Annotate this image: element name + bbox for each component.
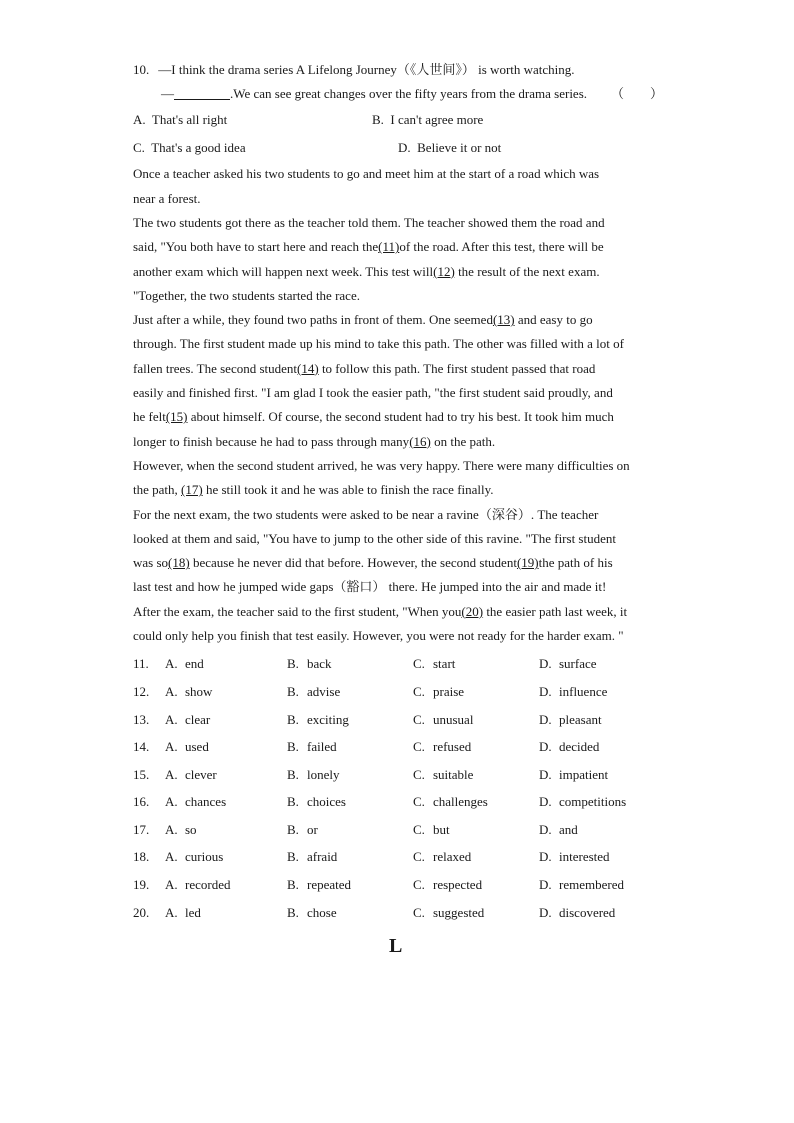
passage-text: the easier path last week, it xyxy=(483,603,628,619)
option-c xyxy=(133,134,398,162)
blank-number: (12) xyxy=(433,263,455,279)
passage-text: last test and how he jumped wide gaps（豁口） there. He jumped into the air and made it! xyxy=(133,579,607,595)
option-letter: B. xyxy=(287,766,299,782)
option-b xyxy=(287,843,413,871)
blank-number: (20) xyxy=(461,603,484,619)
option-b xyxy=(287,871,413,899)
option-d xyxy=(539,871,663,899)
option-text: suggested xyxy=(433,904,485,920)
option-b xyxy=(287,733,413,761)
option-text: but xyxy=(433,821,450,837)
option-letter: D. xyxy=(539,766,552,782)
option-text: pleasant xyxy=(559,711,602,727)
option-text: refused xyxy=(433,739,472,755)
blank-number: (17) xyxy=(181,482,203,498)
option-letter: C. xyxy=(413,821,425,837)
option-d xyxy=(539,843,663,871)
passage-text: Just after a while, they found two paths in front of them. One seemed xyxy=(133,312,493,328)
option-letter: A. xyxy=(165,849,178,865)
blank-number: (11) xyxy=(378,239,400,255)
question-number: 17. xyxy=(133,821,150,837)
choice-row xyxy=(133,816,663,844)
question-number: 13. xyxy=(133,711,150,727)
option-text: competitions xyxy=(559,794,627,810)
option-text: exciting xyxy=(307,711,349,727)
passage-line xyxy=(133,430,663,454)
option-a xyxy=(165,899,287,927)
option-letter: B. xyxy=(287,794,299,810)
blank-number: (13) xyxy=(492,312,515,328)
option-a xyxy=(165,706,287,734)
choice-row xyxy=(133,788,663,816)
option-d xyxy=(539,650,663,678)
option-a xyxy=(165,816,287,844)
option-letter: C. xyxy=(413,683,425,699)
passage-text: After the exam, the teacher said to the first student, "When you xyxy=(133,603,462,619)
option-text: back xyxy=(307,656,332,672)
option-letter: B. xyxy=(287,739,299,755)
option-letter: A. xyxy=(165,711,178,727)
option-letter: D. xyxy=(539,656,552,672)
option-letter: A. xyxy=(165,766,178,782)
option-b xyxy=(287,650,413,678)
answer-blank xyxy=(174,85,230,100)
question-10-response: .We can see great changes over the fifty years from the drama series. xyxy=(230,86,588,102)
option-letter: C. xyxy=(413,904,425,920)
blank-number: (18) xyxy=(168,555,190,571)
option-c xyxy=(413,788,539,816)
question-number: 20. xyxy=(133,904,150,920)
option-text: chose xyxy=(307,904,337,920)
passage-line xyxy=(133,211,663,235)
option-c xyxy=(413,706,539,734)
choice-row xyxy=(133,899,663,927)
passage-line xyxy=(133,260,663,284)
passage-line xyxy=(133,235,663,259)
option-letter: D. xyxy=(539,794,552,810)
option-text: impatient xyxy=(559,766,609,782)
question-number: 16. xyxy=(133,794,150,810)
option-letter: A. xyxy=(165,904,178,920)
cloze-passage xyxy=(133,162,663,648)
option-letter: B. xyxy=(287,656,299,672)
option-b xyxy=(287,706,413,734)
question-number: 19. xyxy=(133,877,150,893)
option-letter: D. xyxy=(539,739,552,755)
passage-line xyxy=(133,357,663,381)
option-text: remembered xyxy=(559,877,624,893)
question-number: 12. xyxy=(133,683,150,699)
option-letter: A. xyxy=(165,656,178,672)
option-d xyxy=(539,761,663,789)
passage-text: because he never did that before. However, the second student xyxy=(189,555,517,571)
option-text: decided xyxy=(559,739,600,755)
blank-number: (16) xyxy=(409,433,431,449)
option-text: curious xyxy=(185,849,224,865)
option-letter: C. xyxy=(413,739,425,755)
passage-text: he still took it and he was able to finish the race finally. xyxy=(202,482,494,498)
option-letter: C. xyxy=(133,140,145,156)
option-letter: A. xyxy=(165,821,178,837)
passage-line xyxy=(133,527,663,551)
passage-line xyxy=(133,405,663,429)
footer-mark: L xyxy=(389,935,403,957)
option-c xyxy=(413,899,539,927)
option-letter: A. xyxy=(165,739,178,755)
option-text: I can't agree more xyxy=(390,112,484,128)
option-text: or xyxy=(307,821,318,837)
option-a xyxy=(165,678,287,706)
option-text: discovered xyxy=(559,904,616,920)
choice-row xyxy=(133,761,663,789)
question-number: 15. xyxy=(133,766,150,782)
passage-line xyxy=(133,332,663,356)
option-letter: C. xyxy=(413,794,425,810)
question-number: 18. xyxy=(133,849,150,865)
passage-text: and easy to go xyxy=(514,312,593,328)
passage-text: on the path. xyxy=(430,433,496,449)
passage-text: However, when the second student arrived, he was very happy. There were many difficulties on xyxy=(133,457,630,473)
option-text: challenges xyxy=(433,794,488,810)
passage-text: he felt xyxy=(133,409,166,425)
option-letter: B. xyxy=(287,849,299,865)
passage-text: the result of the next exam. xyxy=(454,263,600,279)
passage-text: about himself. Of course, the second student had to try his best. It took him much xyxy=(187,409,614,425)
exam-page xyxy=(133,58,663,926)
passage-text: the path of his xyxy=(538,555,613,571)
option-text: lonely xyxy=(307,766,340,782)
option-text: show xyxy=(185,683,213,699)
option-a xyxy=(165,761,287,789)
passage-text: Once a teacher asked his two students to go and meet him at the start of a road which was xyxy=(133,166,600,182)
option-d xyxy=(539,678,663,706)
option-b xyxy=(287,788,413,816)
option-text: repeated xyxy=(307,877,352,893)
passage-line xyxy=(133,575,663,599)
option-text: end xyxy=(185,656,204,672)
answer-parentheses: （ ） xyxy=(610,86,663,102)
option-text: surface xyxy=(559,656,597,672)
passage-text: could only help you finish that test easily. However, you were not ready for the harder exam. " xyxy=(133,628,624,644)
option-b xyxy=(287,761,413,789)
option-text: clear xyxy=(185,711,211,727)
option-text: led xyxy=(185,904,201,920)
passage-text: For the next exam, the two students were asked to be near a ravine（深谷）. The teacher xyxy=(133,506,599,522)
blank-number: (19) xyxy=(516,555,539,571)
passage-line xyxy=(133,187,663,211)
question-number: 14. xyxy=(133,739,150,755)
question-10-prompt: —I think the drama series A Lifelong Journey（《人世间》） is worth watching. xyxy=(158,62,575,77)
question-10 xyxy=(133,58,663,162)
option-c xyxy=(413,678,539,706)
option-text: recorded xyxy=(185,877,231,893)
option-a xyxy=(165,650,287,678)
option-text: clever xyxy=(185,766,217,782)
option-letter: D. xyxy=(398,140,411,156)
option-letter: A. xyxy=(165,683,178,699)
passage-text: The two students got there as the teacher told them. The teacher showed them the road and xyxy=(133,214,605,230)
option-text: so xyxy=(185,821,197,837)
option-letter: D. xyxy=(539,877,552,893)
passage-text: said, "You both have to start here and reach the xyxy=(133,239,379,255)
blank-number: (15) xyxy=(165,409,188,425)
option-c xyxy=(413,733,539,761)
option-text: start xyxy=(433,656,456,672)
option-letter: C. xyxy=(413,711,425,727)
passage-line xyxy=(133,624,663,648)
passage-line xyxy=(133,551,663,575)
passage-line xyxy=(133,381,663,405)
passage-line xyxy=(133,308,663,332)
choice-row xyxy=(133,678,663,706)
option-letter: C. xyxy=(413,656,425,672)
passage-text: looked at them and said, "You have to jump to the other side of this ravine. "The first student xyxy=(133,530,616,546)
passage-line xyxy=(133,478,663,502)
option-text: That's a good idea xyxy=(151,140,246,156)
option-a xyxy=(165,843,287,871)
option-text: Believe it or not xyxy=(417,140,502,156)
passage-text: "Together, the two students started the race. xyxy=(133,287,360,303)
passage-text: through. The first student made up his mind to take this path. The other was filled with a lot of xyxy=(133,336,624,352)
option-d xyxy=(539,706,663,734)
option-letter: D. xyxy=(539,849,552,865)
option-c xyxy=(413,871,539,899)
option-letter: A. xyxy=(133,112,146,128)
passage-text: near a forest. xyxy=(133,190,201,206)
option-a xyxy=(165,733,287,761)
option-text: afraid xyxy=(307,849,338,865)
option-text: praise xyxy=(433,683,465,699)
question-10-line1 xyxy=(133,58,663,82)
option-d xyxy=(539,788,663,816)
option-letter: B. xyxy=(287,683,299,699)
option-b xyxy=(372,106,611,134)
passage-line xyxy=(133,600,663,624)
choice-row xyxy=(133,871,663,899)
choice-row xyxy=(133,733,663,761)
option-letter: A. xyxy=(165,794,178,810)
blank-number: (14) xyxy=(297,360,319,376)
option-text: relaxed xyxy=(433,849,472,865)
option-letter: B. xyxy=(287,711,299,727)
passage-line xyxy=(133,503,663,527)
passage-text: fallen trees. The second student xyxy=(133,360,298,376)
passage-text: longer to finish because he had to pass through many xyxy=(133,433,410,449)
passage-line xyxy=(133,454,663,478)
option-c xyxy=(413,650,539,678)
choice-row xyxy=(133,843,663,871)
option-text: interested xyxy=(559,849,610,865)
passage-text: another exam which will happen next week. This test will xyxy=(133,263,434,279)
option-text: That's all right xyxy=(151,112,228,128)
option-letter: B. xyxy=(287,821,299,837)
option-d xyxy=(539,899,663,927)
option-letter: C. xyxy=(413,849,425,865)
option-c xyxy=(413,761,539,789)
option-text: respected xyxy=(433,877,483,893)
option-text: used xyxy=(185,739,209,755)
option-c xyxy=(413,843,539,871)
option-text: suitable xyxy=(433,766,474,782)
passage-line xyxy=(133,284,663,308)
option-b xyxy=(287,899,413,927)
option-letter: C. xyxy=(413,877,425,893)
option-d xyxy=(398,134,663,162)
passage-text: to follow this path. The first student passed that road xyxy=(318,360,596,376)
option-a xyxy=(165,788,287,816)
option-letter: A. xyxy=(165,877,178,893)
choice-row xyxy=(133,650,663,678)
question-number: 10. xyxy=(133,62,150,77)
option-letter: B. xyxy=(371,112,384,128)
options-row-2 xyxy=(133,134,663,162)
cloze-choices xyxy=(133,650,663,926)
question-10-line2 xyxy=(133,82,663,106)
choice-row xyxy=(133,706,663,734)
option-letter: D. xyxy=(539,683,552,699)
option-letter: B. xyxy=(287,877,299,893)
option-d xyxy=(539,733,663,761)
option-text: choices xyxy=(307,794,346,810)
option-letter: C. xyxy=(413,766,425,782)
option-a xyxy=(165,871,287,899)
option-letter: D. xyxy=(539,904,552,920)
question-number: 11. xyxy=(133,656,149,672)
option-letter: D. xyxy=(539,711,552,727)
option-text: and xyxy=(559,821,578,837)
option-a xyxy=(133,106,372,134)
option-text: unusual xyxy=(433,711,474,727)
option-text: failed xyxy=(307,739,337,755)
option-text: chances xyxy=(185,794,227,810)
option-b xyxy=(287,816,413,844)
option-text: advise xyxy=(307,683,341,699)
passage-text: was so xyxy=(133,555,169,571)
option-letter: D. xyxy=(539,821,552,837)
option-letter: B. xyxy=(287,904,299,920)
option-c xyxy=(413,816,539,844)
options-row-1 xyxy=(133,106,611,134)
passage-text: easily and finished first. "I am glad I took the easier path, "the first student said proudly, and xyxy=(133,385,613,401)
passage-line xyxy=(133,162,663,186)
option-text: influence xyxy=(559,683,608,699)
passage-text: the path, xyxy=(133,482,182,498)
passage-text: of the road. After this test, there will be xyxy=(399,239,604,255)
option-d xyxy=(539,816,663,844)
option-b xyxy=(287,678,413,706)
dash: — xyxy=(161,86,174,102)
